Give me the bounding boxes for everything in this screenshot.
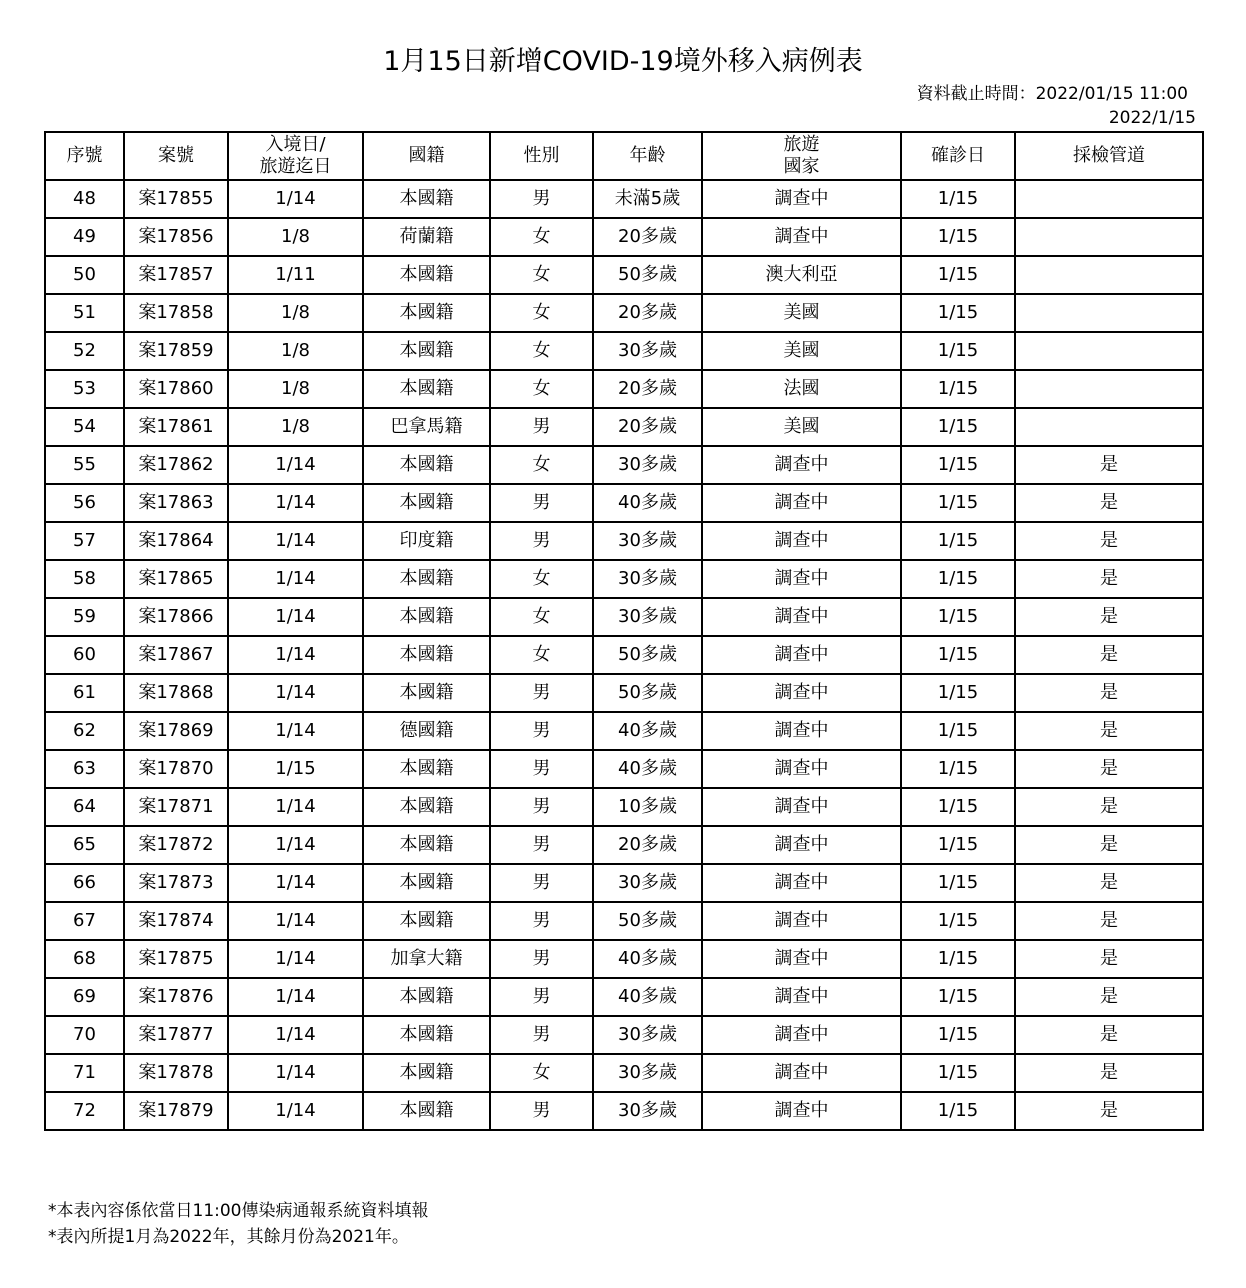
cell-entry-date: 1/14 — [228, 940, 363, 978]
cell-diagnosis-date: 1/15 — [901, 636, 1015, 674]
cell-testing-channel: 是 — [1015, 788, 1203, 826]
cell-age: 30多歲 — [593, 598, 702, 636]
cell-travel-country: 美國 — [702, 408, 901, 446]
cell-case-number: 案17865 — [124, 560, 228, 598]
cell-diagnosis-date: 1/15 — [901, 598, 1015, 636]
table-row — [45, 446, 1203, 484]
table-row — [45, 864, 1203, 902]
cell-sex: 女 — [490, 294, 593, 332]
header-travel-country: 旅遊 國家 — [702, 132, 901, 180]
cell-testing-channel: 是 — [1015, 1092, 1203, 1130]
cell-age: 30多歲 — [593, 332, 702, 370]
cell-age: 30多歲 — [593, 446, 702, 484]
cell-age: 30多歲 — [593, 1092, 702, 1130]
cell-index: 49 — [45, 218, 124, 256]
header-testing-channel: 採檢管道 — [1015, 132, 1203, 180]
cell-age: 50多歲 — [593, 674, 702, 712]
table-row — [45, 826, 1203, 864]
cell-index: 59 — [45, 598, 124, 636]
cell-nationality: 本國籍 — [363, 902, 490, 940]
cell-testing-channel — [1015, 294, 1203, 332]
cell-testing-channel: 是 — [1015, 522, 1203, 560]
cell-nationality: 本國籍 — [363, 332, 490, 370]
page-title: 1月15日新增COVID-19境外移入病例表 — [383, 46, 863, 77]
cell-entry-date: 1/14 — [228, 522, 363, 560]
cell-index: 52 — [45, 332, 124, 370]
table-row — [45, 560, 1203, 598]
cell-case-number: 案17874 — [124, 902, 228, 940]
cell-nationality: 本國籍 — [363, 1092, 490, 1130]
cell-nationality: 荷蘭籍 — [363, 218, 490, 256]
footnote: *表內所提1月為2022年，其餘月份為2021年。 — [48, 1227, 409, 1247]
cell-age: 40多歲 — [593, 712, 702, 750]
cell-entry-date: 1/11 — [228, 256, 363, 294]
cell-testing-channel — [1015, 256, 1203, 294]
table-row — [45, 180, 1203, 218]
cell-case-number: 案17869 — [124, 712, 228, 750]
cell-diagnosis-date: 1/15 — [901, 180, 1015, 218]
cell-sex: 男 — [490, 750, 593, 788]
cell-diagnosis-date: 1/15 — [901, 826, 1015, 864]
cell-index: 53 — [45, 370, 124, 408]
cell-diagnosis-date: 1/15 — [901, 522, 1015, 560]
cell-diagnosis-date: 1/15 — [901, 902, 1015, 940]
cell-age: 30多歲 — [593, 864, 702, 902]
cell-case-number: 案17875 — [124, 940, 228, 978]
cell-nationality: 本國籍 — [363, 294, 490, 332]
cell-nationality: 加拿大籍 — [363, 940, 490, 978]
cell-sex: 男 — [490, 788, 593, 826]
cell-sex: 女 — [490, 446, 593, 484]
cell-testing-channel — [1015, 408, 1203, 446]
cell-case-number: 案17867 — [124, 636, 228, 674]
cell-index: 62 — [45, 712, 124, 750]
cell-travel-country: 美國 — [702, 332, 901, 370]
cell-age: 20多歲 — [593, 826, 702, 864]
cell-testing-channel: 是 — [1015, 598, 1203, 636]
cell-sex: 男 — [490, 1016, 593, 1054]
table-row — [45, 522, 1203, 560]
cell-case-number: 案17862 — [124, 446, 228, 484]
cell-testing-channel — [1015, 218, 1203, 256]
cell-age: 40多歲 — [593, 750, 702, 788]
cell-sex: 男 — [490, 484, 593, 522]
cell-index: 64 — [45, 788, 124, 826]
cell-entry-date: 1/14 — [228, 674, 363, 712]
table-header-row — [45, 132, 1203, 180]
cell-index: 57 — [45, 522, 124, 560]
cell-entry-date: 1/14 — [228, 1092, 363, 1130]
cell-entry-date: 1/15 — [228, 750, 363, 788]
cell-diagnosis-date: 1/15 — [901, 864, 1015, 902]
cell-diagnosis-date: 1/15 — [901, 674, 1015, 712]
cell-diagnosis-date: 1/15 — [901, 978, 1015, 1016]
cell-index: 67 — [45, 902, 124, 940]
cell-travel-country: 調查中 — [702, 598, 901, 636]
table-row — [45, 598, 1203, 636]
table-row — [45, 636, 1203, 674]
cell-entry-date: 1/14 — [228, 864, 363, 902]
cell-sex: 女 — [490, 218, 593, 256]
cell-nationality: 本國籍 — [363, 256, 490, 294]
table-row — [45, 712, 1203, 750]
cell-sex: 男 — [490, 522, 593, 560]
cell-diagnosis-date: 1/15 — [901, 788, 1015, 826]
cell-index: 55 — [45, 446, 124, 484]
cell-diagnosis-date: 1/15 — [901, 370, 1015, 408]
cell-age: 20多歲 — [593, 294, 702, 332]
cell-index: 54 — [45, 408, 124, 446]
cell-travel-country: 調查中 — [702, 560, 901, 598]
cell-travel-country: 調查中 — [702, 864, 901, 902]
cell-case-number: 案17877 — [124, 1016, 228, 1054]
header-case-number: 案號 — [124, 132, 228, 180]
cell-travel-country: 調查中 — [702, 218, 901, 256]
cell-sex: 男 — [490, 1092, 593, 1130]
cell-sex: 女 — [490, 560, 593, 598]
cell-sex: 男 — [490, 180, 593, 218]
cell-index: 56 — [45, 484, 124, 522]
cell-travel-country: 調查中 — [702, 750, 901, 788]
cell-testing-channel: 是 — [1015, 1054, 1203, 1092]
cell-case-number: 案17858 — [124, 294, 228, 332]
header-sex: 性別 — [490, 132, 593, 180]
cell-age: 30多歲 — [593, 1016, 702, 1054]
cell-testing-channel: 是 — [1015, 902, 1203, 940]
cell-diagnosis-date: 1/15 — [901, 560, 1015, 598]
cell-index: 63 — [45, 750, 124, 788]
cell-age: 30多歲 — [593, 1054, 702, 1092]
cell-entry-date: 1/14 — [228, 598, 363, 636]
cell-index: 66 — [45, 864, 124, 902]
cell-sex: 女 — [490, 370, 593, 408]
cell-age: 30多歲 — [593, 522, 702, 560]
cell-entry-date: 1/8 — [228, 408, 363, 446]
cell-nationality: 德國籍 — [363, 712, 490, 750]
cell-travel-country: 調查中 — [702, 1054, 901, 1092]
cell-travel-country: 調查中 — [702, 826, 901, 864]
cell-age: 40多歲 — [593, 978, 702, 1016]
cell-testing-channel: 是 — [1015, 826, 1203, 864]
cell-diagnosis-date: 1/15 — [901, 940, 1015, 978]
cell-sex: 女 — [490, 598, 593, 636]
footnotes — [48, 1198, 429, 1250]
table-row — [45, 940, 1203, 978]
cell-travel-country: 調查中 — [702, 484, 901, 522]
cell-age: 40多歲 — [593, 484, 702, 522]
cell-nationality: 本國籍 — [363, 484, 490, 522]
table-row — [45, 1054, 1203, 1092]
cell-sex: 女 — [490, 1054, 593, 1092]
cell-index: 72 — [45, 1092, 124, 1130]
cell-testing-channel — [1015, 332, 1203, 370]
cell-travel-country: 調查中 — [702, 446, 901, 484]
header-diagnosis-date: 確診日 — [901, 132, 1015, 180]
cell-index: 68 — [45, 940, 124, 978]
cell-testing-channel: 是 — [1015, 636, 1203, 674]
cell-nationality: 本國籍 — [363, 636, 490, 674]
cell-case-number: 案17868 — [124, 674, 228, 712]
cell-diagnosis-date: 1/15 — [901, 1054, 1015, 1092]
cell-sex: 男 — [490, 864, 593, 902]
cell-case-number: 案17870 — [124, 750, 228, 788]
imported-cases-table — [44, 131, 1204, 1131]
cell-diagnosis-date: 1/15 — [901, 408, 1015, 446]
cell-testing-channel: 是 — [1015, 446, 1203, 484]
header-entry-date: 入境日/ 旅遊迄日 — [228, 132, 363, 180]
cell-index: 65 — [45, 826, 124, 864]
cell-travel-country: 調查中 — [702, 712, 901, 750]
table-row — [45, 256, 1203, 294]
table-body — [45, 180, 1203, 1130]
table-row — [45, 978, 1203, 1016]
cell-diagnosis-date: 1/15 — [901, 712, 1015, 750]
table-row — [45, 484, 1203, 522]
cell-entry-date: 1/8 — [228, 218, 363, 256]
cell-sex: 男 — [490, 902, 593, 940]
header-age: 年齡 — [593, 132, 702, 180]
cell-sex: 男 — [490, 940, 593, 978]
cell-diagnosis-date: 1/15 — [901, 484, 1015, 522]
cell-entry-date: 1/14 — [228, 446, 363, 484]
cell-case-number: 案17878 — [124, 1054, 228, 1092]
cell-entry-date: 1/8 — [228, 370, 363, 408]
cell-travel-country: 法國 — [702, 370, 901, 408]
cell-travel-country: 調查中 — [702, 636, 901, 674]
cell-nationality: 印度籍 — [363, 522, 490, 560]
cell-entry-date: 1/14 — [228, 180, 363, 218]
cell-age: 50多歲 — [593, 636, 702, 674]
cell-testing-channel: 是 — [1015, 940, 1203, 978]
cell-entry-date: 1/14 — [228, 560, 363, 598]
cell-diagnosis-date: 1/15 — [901, 218, 1015, 256]
cell-testing-channel: 是 — [1015, 750, 1203, 788]
table-row — [45, 902, 1203, 940]
cell-entry-date: 1/14 — [228, 636, 363, 674]
cell-sex: 女 — [490, 636, 593, 674]
table-row — [45, 1016, 1203, 1054]
cell-diagnosis-date: 1/15 — [901, 1016, 1015, 1054]
cell-nationality: 本國籍 — [363, 864, 490, 902]
cell-entry-date: 1/14 — [228, 712, 363, 750]
cell-nationality: 本國籍 — [363, 978, 490, 1016]
cell-diagnosis-date: 1/15 — [901, 1092, 1015, 1130]
cell-testing-channel: 是 — [1015, 560, 1203, 598]
cell-case-number: 案17855 — [124, 180, 228, 218]
cell-travel-country: 調查中 — [702, 940, 901, 978]
cell-entry-date: 1/8 — [228, 294, 363, 332]
cell-index: 69 — [45, 978, 124, 1016]
cell-diagnosis-date: 1/15 — [901, 256, 1015, 294]
cell-sex: 女 — [490, 256, 593, 294]
cell-travel-country: 調查中 — [702, 978, 901, 1016]
cell-diagnosis-date: 1/15 — [901, 750, 1015, 788]
cell-travel-country: 調查中 — [702, 902, 901, 940]
cell-sex: 男 — [490, 674, 593, 712]
report-date: 2022/1/15 — [1108, 108, 1196, 128]
cell-index: 48 — [45, 180, 124, 218]
cell-index: 50 — [45, 256, 124, 294]
table-row — [45, 370, 1203, 408]
cell-testing-channel: 是 — [1015, 712, 1203, 750]
cell-age: 50多歲 — [593, 902, 702, 940]
header-nationality: 國籍 — [363, 132, 490, 180]
cell-diagnosis-date: 1/15 — [901, 446, 1015, 484]
cell-sex: 男 — [490, 712, 593, 750]
cell-age: 20多歲 — [593, 218, 702, 256]
cell-entry-date: 1/14 — [228, 1054, 363, 1092]
table-row — [45, 218, 1203, 256]
cell-entry-date: 1/14 — [228, 826, 363, 864]
cell-case-number: 案17872 — [124, 826, 228, 864]
cell-case-number: 案17863 — [124, 484, 228, 522]
cell-sex: 男 — [490, 826, 593, 864]
cell-case-number: 案17876 — [124, 978, 228, 1016]
cell-case-number: 案17856 — [124, 218, 228, 256]
data-cutoff-time: 資料截止時間：2022/01/15 11:00 — [916, 84, 1188, 104]
cell-nationality: 本國籍 — [363, 1016, 490, 1054]
cell-index: 60 — [45, 636, 124, 674]
cell-nationality: 本國籍 — [363, 598, 490, 636]
cell-testing-channel: 是 — [1015, 674, 1203, 712]
cell-entry-date: 1/8 — [228, 332, 363, 370]
cell-entry-date: 1/14 — [228, 788, 363, 826]
cell-testing-channel: 是 — [1015, 1016, 1203, 1054]
cell-sex: 男 — [490, 978, 593, 1016]
table-row — [45, 750, 1203, 788]
cell-testing-channel: 是 — [1015, 978, 1203, 1016]
cell-case-number: 案17860 — [124, 370, 228, 408]
cell-index: 58 — [45, 560, 124, 598]
cell-travel-country: 美國 — [702, 294, 901, 332]
cell-nationality: 本國籍 — [363, 446, 490, 484]
cell-age: 20多歲 — [593, 370, 702, 408]
cell-case-number: 案17873 — [124, 864, 228, 902]
cell-nationality: 本國籍 — [363, 560, 490, 598]
cell-index: 61 — [45, 674, 124, 712]
cell-testing-channel: 是 — [1015, 484, 1203, 522]
table-row — [45, 674, 1203, 712]
cell-case-number: 案17859 — [124, 332, 228, 370]
header-index: 序號 — [45, 132, 124, 180]
cell-case-number: 案17857 — [124, 256, 228, 294]
cell-sex: 男 — [490, 408, 593, 446]
cell-travel-country: 調查中 — [702, 522, 901, 560]
cell-travel-country: 調查中 — [702, 1092, 901, 1130]
cell-travel-country: 調查中 — [702, 788, 901, 826]
cell-age: 50多歲 — [593, 256, 702, 294]
cell-index: 51 — [45, 294, 124, 332]
cell-nationality: 本國籍 — [363, 1054, 490, 1092]
cell-nationality: 本國籍 — [363, 674, 490, 712]
cell-testing-channel — [1015, 180, 1203, 218]
cell-index: 71 — [45, 1054, 124, 1092]
table-row — [45, 332, 1203, 370]
cell-age: 30多歲 — [593, 560, 702, 598]
table-row — [45, 788, 1203, 826]
cell-age: 20多歲 — [593, 408, 702, 446]
cell-travel-country: 調查中 — [702, 180, 901, 218]
cell-age: 未滿5歲 — [593, 180, 702, 218]
cell-index: 70 — [45, 1016, 124, 1054]
cell-nationality: 本國籍 — [363, 788, 490, 826]
cell-nationality: 本國籍 — [363, 826, 490, 864]
cell-case-number: 案17871 — [124, 788, 228, 826]
cell-case-number: 案17864 — [124, 522, 228, 560]
cell-entry-date: 1/14 — [228, 484, 363, 522]
cell-entry-date: 1/14 — [228, 978, 363, 1016]
cell-testing-channel: 是 — [1015, 864, 1203, 902]
cell-nationality: 本國籍 — [363, 180, 490, 218]
cell-diagnosis-date: 1/15 — [901, 294, 1015, 332]
cell-travel-country: 澳大利亞 — [702, 256, 901, 294]
footnote: *本表內容係依當日11:00傳染病通報系統資料填報 — [48, 1201, 429, 1221]
cell-case-number: 案17879 — [124, 1092, 228, 1130]
cell-nationality: 本國籍 — [363, 750, 490, 788]
cell-nationality: 巴拿馬籍 — [363, 408, 490, 446]
cell-entry-date: 1/14 — [228, 1016, 363, 1054]
table-row — [45, 294, 1203, 332]
cell-travel-country: 調查中 — [702, 1016, 901, 1054]
cell-testing-channel — [1015, 370, 1203, 408]
cell-travel-country: 調查中 — [702, 674, 901, 712]
table-row — [45, 408, 1203, 446]
cell-age: 40多歲 — [593, 940, 702, 978]
cell-age: 10多歲 — [593, 788, 702, 826]
cell-entry-date: 1/14 — [228, 902, 363, 940]
cell-case-number: 案17861 — [124, 408, 228, 446]
cell-diagnosis-date: 1/15 — [901, 332, 1015, 370]
table-row — [45, 1092, 1203, 1130]
cell-case-number: 案17866 — [124, 598, 228, 636]
cell-nationality: 本國籍 — [363, 370, 490, 408]
cell-sex: 女 — [490, 332, 593, 370]
